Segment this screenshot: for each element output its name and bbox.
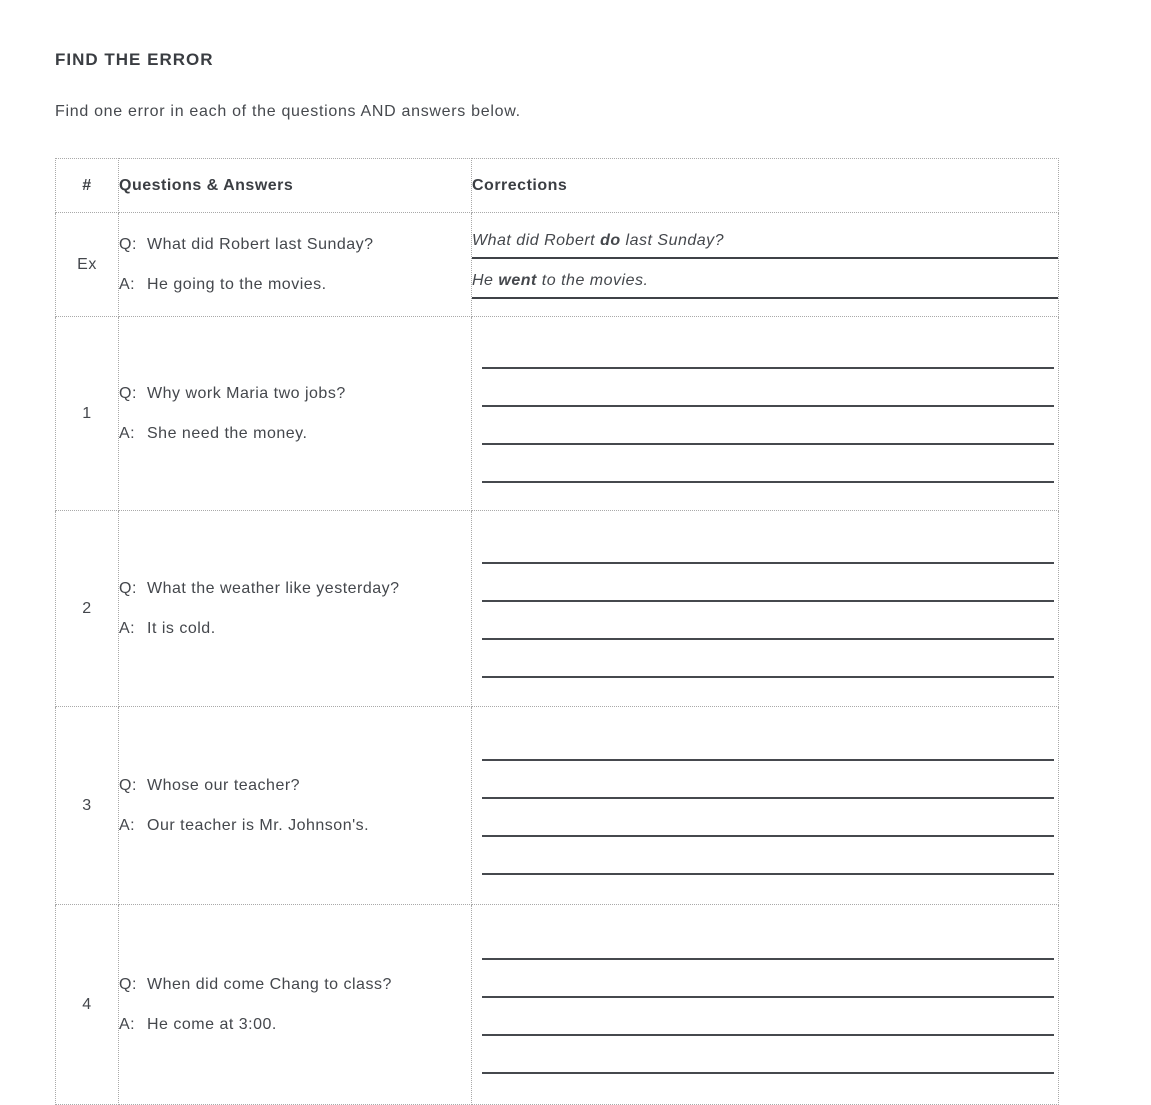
table-row-2 xyxy=(56,511,1059,707)
a-label: A: xyxy=(119,619,136,637)
q-label: Q: xyxy=(119,975,137,993)
correction-text: last Sunday? xyxy=(620,231,725,249)
answer-line xyxy=(119,619,471,639)
table-row-4 xyxy=(56,905,1059,1105)
correction-bold-word: do xyxy=(600,231,621,249)
q-label: Q: xyxy=(119,384,137,402)
row-number: 2 xyxy=(56,511,119,707)
header-cell-number: # xyxy=(56,159,119,213)
answer-blank-line xyxy=(482,922,1054,960)
answer-text: He going to the movies. xyxy=(147,275,327,293)
question-text: What the weather like yesterday? xyxy=(147,579,400,597)
question-line xyxy=(119,384,471,404)
question-text: Why work Maria two jobs? xyxy=(147,384,346,402)
a-label: A: xyxy=(119,275,136,293)
correction-blank-block xyxy=(472,922,1058,1088)
worksheet-table xyxy=(55,158,1059,1105)
question-line xyxy=(119,235,471,255)
answer-text: He come at 3:00. xyxy=(147,1015,277,1033)
question-text: Whose our teacher? xyxy=(147,776,301,794)
correction-text: He xyxy=(472,271,499,289)
row-number: 4 xyxy=(56,905,119,1105)
correction-answer-line xyxy=(472,271,1058,299)
row-number: 1 xyxy=(56,317,119,511)
correction-bold-word: went xyxy=(498,271,537,289)
answer-text: It is cold. xyxy=(147,619,216,637)
answer-blank-line xyxy=(482,564,1054,602)
answer-blank-line xyxy=(482,640,1054,678)
correction-blank-block xyxy=(472,723,1058,889)
correction-blank-block xyxy=(472,331,1058,497)
answer-text: She need the money. xyxy=(147,424,308,442)
q-label: Q: xyxy=(119,579,137,597)
q-label: Q: xyxy=(119,235,137,253)
a-label: A: xyxy=(119,1015,136,1033)
correction-text: to the movies. xyxy=(536,271,649,289)
answer-blank-line xyxy=(482,960,1054,998)
question-line xyxy=(119,579,471,599)
qa-cell xyxy=(119,905,472,1105)
question-text: What did Robert last Sunday? xyxy=(147,235,374,253)
table-row-1 xyxy=(56,317,1059,511)
answer-blank-line xyxy=(482,602,1054,640)
answer-line xyxy=(119,816,471,836)
header-cell-questions: Questions & Answers xyxy=(119,159,472,213)
a-label: A: xyxy=(119,424,136,442)
question-line xyxy=(119,975,471,995)
correction-text: What did Robert xyxy=(472,231,601,249)
answer-blank-line xyxy=(482,407,1054,445)
qa-cell xyxy=(119,213,472,317)
answer-line xyxy=(119,424,471,444)
answer-blank-line xyxy=(482,526,1054,564)
answer-line xyxy=(119,275,471,295)
corrections-cell xyxy=(472,707,1059,905)
answer-blank-line xyxy=(482,998,1054,1036)
q-label: Q: xyxy=(119,776,137,794)
answer-blank-line xyxy=(482,837,1054,875)
question-line xyxy=(119,776,471,796)
qa-cell xyxy=(119,707,472,905)
a-label: A: xyxy=(119,816,136,834)
answer-text: Our teacher is Mr. Johnson's. xyxy=(147,816,370,834)
answer-blank-line xyxy=(482,1036,1054,1074)
page-title: FIND THE ERROR xyxy=(55,50,214,69)
corrections-cell xyxy=(472,213,1059,317)
table-row-example xyxy=(56,213,1059,317)
table-header-row xyxy=(56,159,1059,213)
instructions-text: Find one error in each of the questions AND answers below. xyxy=(55,103,521,120)
table-row-3 xyxy=(56,707,1059,905)
answer-line xyxy=(119,1015,471,1035)
corrections-cell xyxy=(472,317,1059,511)
answer-blank-line xyxy=(482,331,1054,369)
qa-cell xyxy=(119,317,472,511)
answer-blank-line xyxy=(482,445,1054,483)
correction-blank-block xyxy=(472,526,1058,692)
answer-blank-line xyxy=(482,799,1054,837)
header-cell-corrections: Corrections xyxy=(472,159,1059,213)
answer-blank-line xyxy=(482,761,1054,799)
question-text: When did come Chang to class? xyxy=(147,975,392,993)
qa-cell xyxy=(119,511,472,707)
answer-blank-line xyxy=(482,723,1054,761)
corrections-cell xyxy=(472,905,1059,1105)
answer-blank-line xyxy=(482,369,1054,407)
row-number: 3 xyxy=(56,707,119,905)
row-number: Ex xyxy=(56,213,119,317)
corrections-cell xyxy=(472,511,1059,707)
correction-question-line xyxy=(472,231,1058,259)
